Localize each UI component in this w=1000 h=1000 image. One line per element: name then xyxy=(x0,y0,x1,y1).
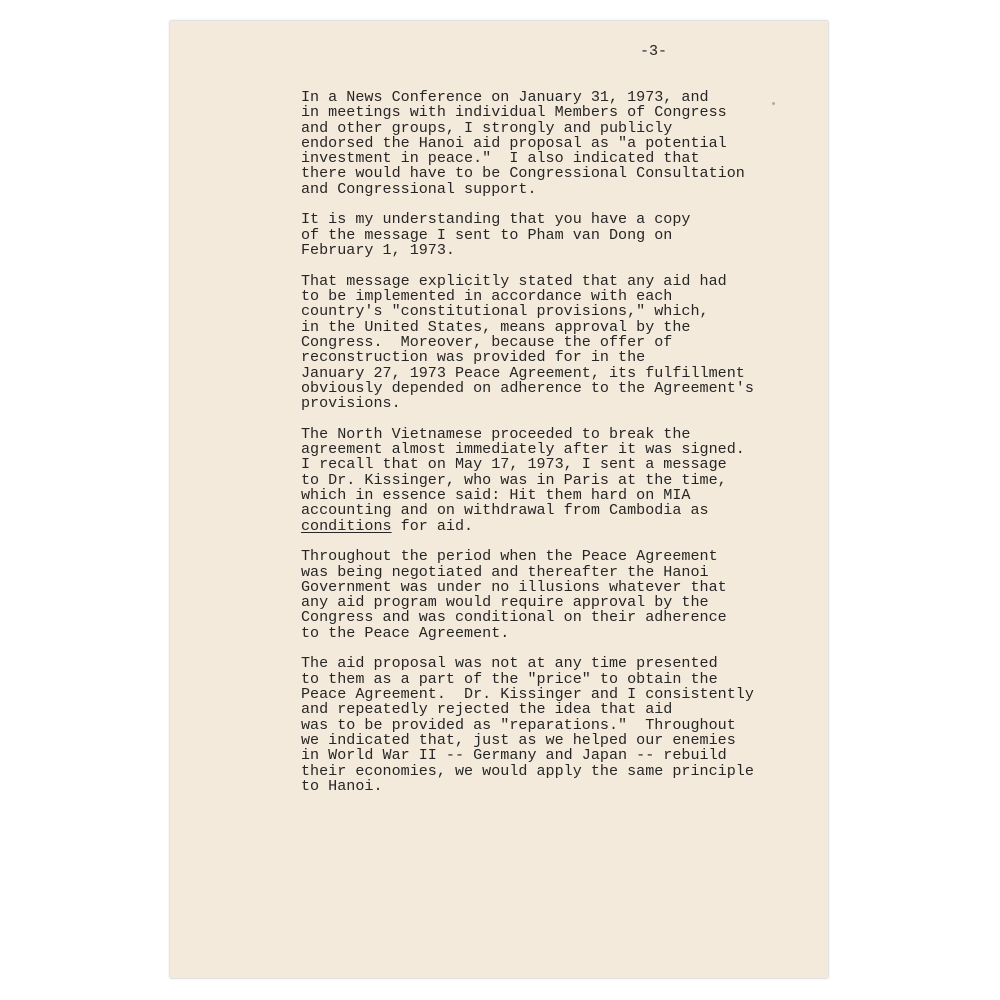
text-line: Congress and was conditional on their adherence xyxy=(301,608,727,627)
text-line: to them as a part of the "price" to obtain the xyxy=(301,669,718,688)
text-line: investment in peace." I also indicated that xyxy=(301,149,700,168)
text-line: and Congressional support. xyxy=(301,179,537,198)
text-line: in meetings with individual Members of Congress xyxy=(301,103,727,122)
paragraph-peace-agreement-period xyxy=(301,549,801,641)
text-line: to the Peace Agreement. xyxy=(301,623,510,642)
text-line: and other groups, I strongly and publicly xyxy=(301,118,673,137)
underlined-word: conditions xyxy=(301,516,392,535)
text-line: their economies, we would apply the same principle xyxy=(301,761,754,780)
text-line: of the message I sent to Pham van Dong on xyxy=(301,225,673,244)
text-line: to Hanoi. xyxy=(301,776,383,795)
text-line: any aid program would require approval by the xyxy=(301,593,709,612)
text-line: obviously depended on adherence to the Agreement's xyxy=(301,378,754,397)
text-line: January 27, 1973 Peace Agreement, its fulfillment xyxy=(301,363,745,382)
text-line-end: for aid. xyxy=(391,516,474,535)
text-line: was being negotiated and thereafter the Hanoi xyxy=(301,562,709,581)
text-line: reconstruction was provided for in the xyxy=(301,348,646,367)
text-line: Congress. Moreover, because the offer of xyxy=(301,332,673,351)
text-line: The North Vietnamese proceeded to break the xyxy=(301,424,691,443)
document-page xyxy=(170,21,828,978)
text-line: Peace Agreement. Dr. Kissinger and I consistently xyxy=(301,685,754,704)
text-line: February 1, 1973. xyxy=(301,241,455,260)
text-line: Government was under no illusions whatever that xyxy=(301,577,727,596)
letter-body xyxy=(301,90,801,794)
text-line: to be implemented in accordance with each xyxy=(301,287,673,306)
page-number: -3- xyxy=(640,43,668,60)
paragraph-news-conference xyxy=(301,90,801,197)
paragraph-reparations xyxy=(301,656,801,794)
text-line: provisions. xyxy=(301,394,401,413)
text-line: and repeatedly rejected the idea that aid xyxy=(301,700,673,719)
text-line: It is my understanding that you have a copy xyxy=(301,210,691,229)
text-line: to Dr. Kissinger, who was in Paris at the time, xyxy=(301,470,727,489)
text-line: In a News Conference on January 31, 1973, and xyxy=(301,88,709,106)
text-line: country's "constitutional provisions," which, xyxy=(301,302,709,321)
text-line: I recall that on May 17, 1973, I sent a message xyxy=(301,455,727,474)
text-line: was to be provided as "reparations." Throughout xyxy=(301,715,736,734)
text-line: The aid proposal was not at any time presented xyxy=(301,654,718,673)
text-line: which in essence said: Hit them hard on MIA xyxy=(301,486,691,504)
text-line: in World War II -- Germany and Japan -- rebuild xyxy=(301,746,727,765)
text-line: agreement almost immediately after it was signed. xyxy=(301,440,745,459)
paragraph-north-vietnamese xyxy=(301,424,801,535)
text-line: in the United States, means approval by the xyxy=(301,317,691,336)
text-line: endorsed the Hanoi aid proposal as "a potential xyxy=(301,133,727,152)
text-line: there would have to be Congressional Consultation xyxy=(301,164,745,183)
text-line: Throughout the period when the Peace Agreement xyxy=(301,547,718,566)
text-line: we indicated that, just as we helped our enemies xyxy=(301,730,736,749)
paragraph-constitutional-provisions xyxy=(301,271,801,413)
paragraph-message-copy xyxy=(301,212,801,258)
text-line: accounting and on withdrawal from Cambodia as xyxy=(301,501,709,520)
text-line: That message explicitly stated that any aid had xyxy=(301,271,727,290)
